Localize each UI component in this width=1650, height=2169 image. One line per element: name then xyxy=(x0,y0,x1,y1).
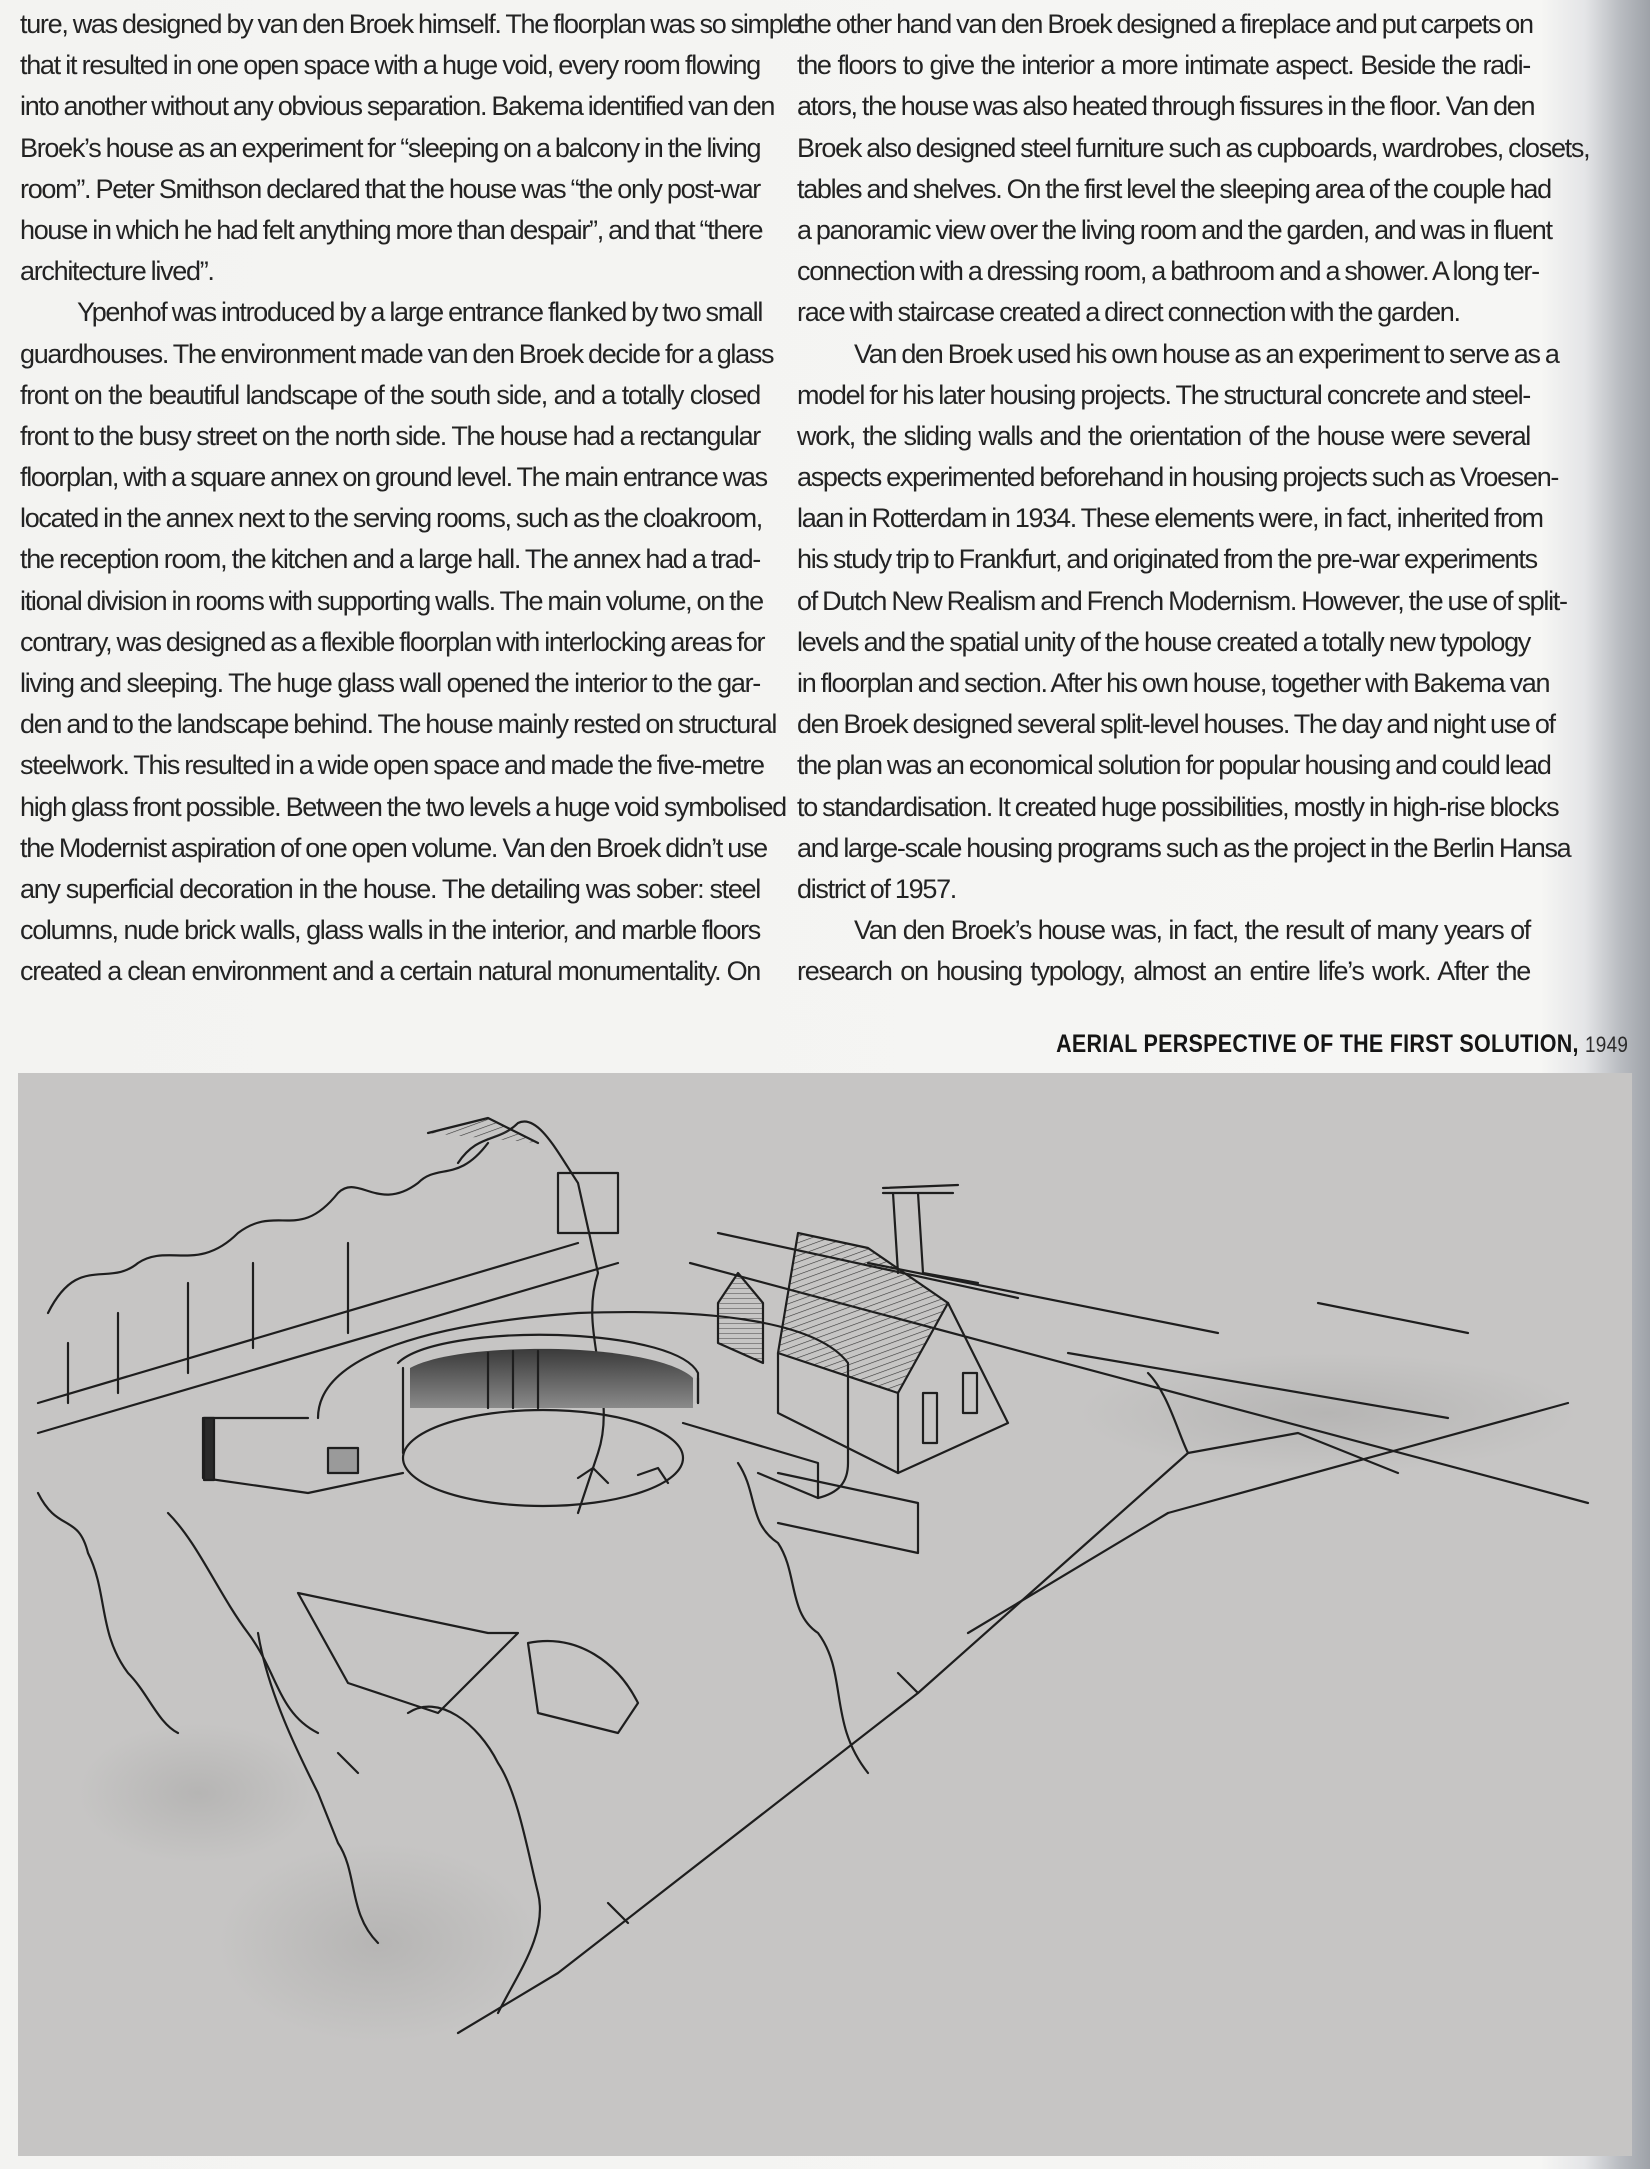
body-line: research on housing typology, almost an entire life’s work. After the xyxy=(797,956,1530,987)
body-line: architecture lived”. xyxy=(20,256,214,287)
body-line: levels and the spatial unity of the house created a totally new typology xyxy=(797,626,1530,657)
body-line: connection with a dressing room, a bathroom and a shower. A long ter- xyxy=(797,256,1539,287)
body-line: contrary, was designed as a flexible floorplan with interlocking areas for xyxy=(20,626,765,657)
body-line: model for his later housing projects. The structural concrete and steel- xyxy=(797,379,1530,410)
body-line: his study trip to Frankfurt, and originated from the pre-war experiments xyxy=(797,544,1537,575)
body-line: district of 1957. xyxy=(797,873,956,904)
body-line: work, the sliding walls and the orientation of the house were several xyxy=(797,420,1530,451)
figure-caption xyxy=(1056,1030,1628,1059)
farmhouse-window xyxy=(963,1373,977,1413)
body-line: ators, the house was also heated through fissures in the floor. Van den xyxy=(797,91,1535,122)
sketch-illustration xyxy=(18,1073,1632,2156)
body-line: laan in Rotterdam in 1934. These elements were, in fact, inherited from xyxy=(797,503,1543,534)
shrub-outline xyxy=(38,1493,178,1733)
body-line: the other hand van den Broek designed a fireplace and put carpets on xyxy=(797,9,1533,39)
body-line: Broek also designed steel furniture such as cupboards, wardrobes, closets, xyxy=(797,132,1590,163)
body-line: of Dutch New Realism and French Modernism. However, the use of split- xyxy=(797,585,1567,616)
caption-year: 1949 xyxy=(1584,1032,1628,1057)
body-line-paragraph-start: Van den Broek’s house was, in fact, the result of many years of xyxy=(854,915,1530,946)
hedge-block xyxy=(778,1473,918,1553)
body-line: the reception room, the kitchen and a large hall. The annex had a trad- xyxy=(20,544,760,575)
body-line: itional division in rooms with supporting walls. The main volume, on the xyxy=(20,585,763,616)
courtyard-terrace xyxy=(403,1410,683,1506)
body-line: Broek’s house as an experiment for “sleeping on a balcony in the living xyxy=(20,132,761,163)
text-column-right xyxy=(797,0,1590,993)
body-line: any superficial decoration in the house. The detailing was sober: steel xyxy=(20,873,760,904)
body-line: aspects experimented beforehand in housing projects such as Vroesen- xyxy=(797,462,1559,493)
body-line: high glass front possible. Between the two levels a huge void symbolised xyxy=(20,791,786,822)
body-line: front to the busy street on the north side. The house had a rectangular xyxy=(20,420,760,451)
annex-window xyxy=(328,1448,358,1473)
tree-line xyxy=(48,1143,488,1313)
lawn-bed xyxy=(528,1641,638,1733)
body-line: the Modernist aspiration of one open volume. Van den Broek didn’t use xyxy=(20,832,767,863)
glass-wall-void xyxy=(410,1349,693,1408)
body-line: created a clean environment and a certain natural monumentality. On xyxy=(20,956,760,987)
body-line-paragraph-start: Van den Broek used his own house as an experiment to serve as a xyxy=(854,338,1559,369)
body-line: guardhouses. The environment made van den Broek decide for a glass xyxy=(20,338,774,369)
body-line: columns, nude brick walls, glass walls in the interior, and marble floors xyxy=(20,915,760,946)
annex-wing xyxy=(203,1418,403,1493)
caption-title: AERIAL PERSPECTIVE OF THE FIRST SOLUTION, xyxy=(1055,1030,1579,1058)
garden-boundary xyxy=(458,1373,1188,2033)
body-line: house in which he had felt anything more than despair”, and that “there xyxy=(20,214,763,245)
body-line: ture, was designed by van den Broek himself. The floorplan was so simple xyxy=(20,9,801,39)
lawn-bed xyxy=(298,1593,518,1713)
shadow-wash xyxy=(78,1723,318,1863)
body-line: den and to the landscape behind. The house mainly rested on structural xyxy=(20,709,777,740)
body-line: into another without any obvious separation. Bakema identified van den xyxy=(20,91,775,122)
hedge-outline xyxy=(738,1463,868,1773)
body-line-paragraph-start: Ypenhof was introduced by a large entrance flanked by two small xyxy=(77,297,763,328)
body-line: and large-scale housing programs such as the project in the Berlin Hansa xyxy=(797,832,1571,863)
text-column-left xyxy=(20,0,801,993)
body-line: located in the annex next to the serving rooms, such as the cloakroom, xyxy=(20,503,762,534)
body-line: steelwork. This resulted in a wide open space and made the five-metre xyxy=(20,750,764,781)
body-line: floorplan, with a square annex on ground level. The main entrance was xyxy=(20,462,767,493)
body-line: the plan was an economical solution for popular housing and could lead xyxy=(797,750,1551,781)
farmhouse-door xyxy=(923,1393,937,1443)
body-line: living and sleeping. The huge glass wall opened the interior to the gar- xyxy=(20,668,760,698)
shrub-outline xyxy=(168,1513,318,1733)
body-line: race with staircase created a direct connection with the garden. xyxy=(797,297,1460,328)
aerial-perspective-drawing xyxy=(18,1073,1632,2156)
wing-wall xyxy=(683,1423,818,1498)
body-line: in floorplan and section. After his own house, together with Bakema van xyxy=(797,668,1550,698)
body-line: that it resulted in one open space with a huge void, every room flowing xyxy=(20,50,760,81)
path-line xyxy=(968,1513,1168,1633)
body-line: tables and shelves. On the first level the sleeping area of the couple had xyxy=(797,173,1551,204)
body-line: the floors to give the interior a more intimate aspect. Beside the radi- xyxy=(797,50,1530,81)
body-line: front on the beautiful landscape of the south side, and a totally closed xyxy=(20,379,760,410)
body-line: a panoramic view over the living room and the garden, and was in fluent xyxy=(797,214,1552,245)
annex-wing-end xyxy=(204,1418,214,1480)
body-line: room”. Peter Smithson declared that the house was “the only post-war xyxy=(20,173,760,204)
body-line: to standardisation. It created huge possibilities, mostly in high-rise blocks xyxy=(797,791,1559,822)
canal-bank-line xyxy=(1318,1303,1468,1333)
body-line: den Broek designed several split-level houses. The day and night use of xyxy=(797,709,1555,740)
canal-shadow xyxy=(1078,1353,1578,1473)
